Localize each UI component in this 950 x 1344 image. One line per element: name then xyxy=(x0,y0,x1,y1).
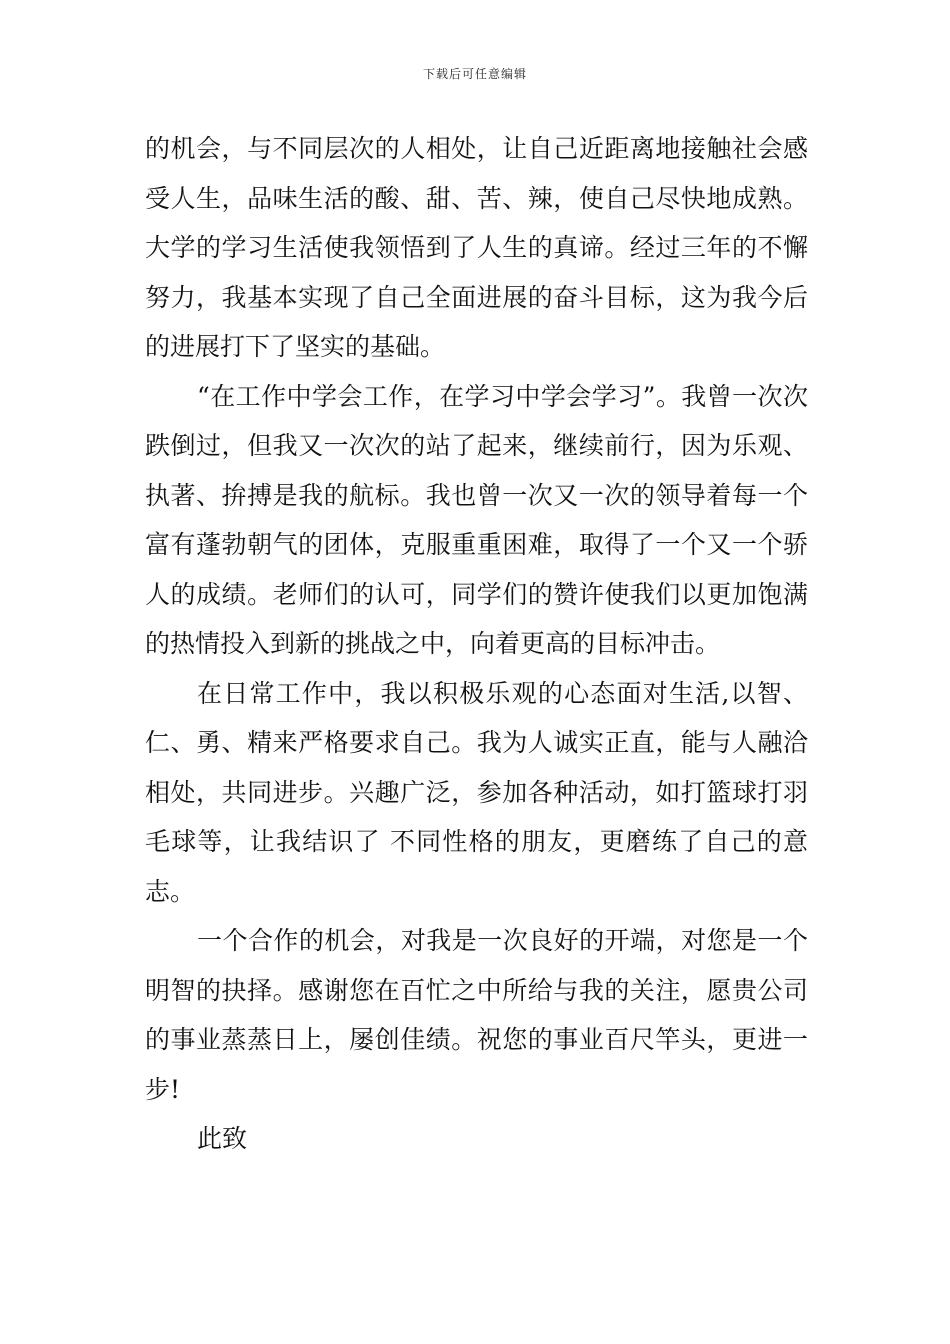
paragraph-1: 的机会，与不同层次的人相处，让自己近距离地接触社会感受人生，品味生活的酸、甜、苦、辣，使自己尽快地成熟。大学的学习生活使我领悟到了人生的真谛。经过三年的不懈努力，我基本实现了自己全面进展的奋斗目标，这为我今后的进展打下了坚实的基础。 xyxy=(145,134,808,361)
letter-body xyxy=(145,124,808,1164)
paragraph-4: 一个合作的机会，对我是一次良好的开端，对您是一个明智的抉择。感谢您在百忙之中所给与我的关注，愿贵公司的事业蒸蒸日上，屡创佳绩。祝您的事业百尺竿头，更进一步! xyxy=(145,926,808,1104)
paragraph-3: 在日常工作中，我以积极乐观的心态面对生活,以智、仁、勇、精来严格要求自己。我为人诚实正直，能与人融洽相处，共同进步。兴趣广泛，参加各种活动，如打篮球打羽毛球等，让我结识了 不同性格的朋友，更磨练了自己的意志。 xyxy=(145,678,808,906)
page-header: 下载后可任意编辑 xyxy=(422,67,527,81)
closing-salutation: 此致 xyxy=(197,1124,248,1153)
paragraph-2: “在工作中学会工作，在学习中学会学习”。我曾一次次跌倒过，但我又一次次的站了起来，继续前行，因为乐观、执著、拚搏是我的航标。我也曾一次又一次的领导着每一个富有蓬勃朝气的团体，克服重重困难，取得了一个又一个骄人的成绩。老师们的认可，同学们的赞许使我们以更加饱满的热情投入到新的挑战之中，向着更高的目标冲击。 xyxy=(145,381,808,658)
